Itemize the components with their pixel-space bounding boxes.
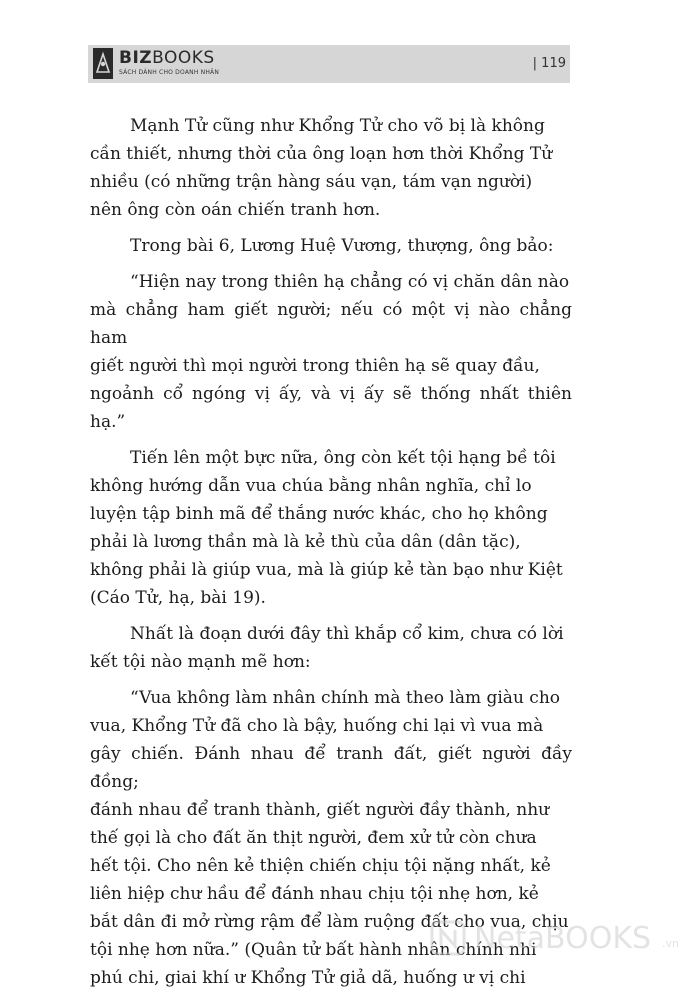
page-body [90,112,572,992]
netabooks-logo-icon [428,918,468,958]
page-header [88,45,570,83]
bizbooks-logo-icon [93,48,113,79]
watermark-brand: NetaBOOKS [474,921,652,956]
paragraph: “Vua không làm nhân chính mà theo làm giàu cho vua, Khổng Tử đã cho là bậy, huống chi lại vì vua mà gây chiến. Đánh nhau để tranh đất, giết người đầy đồng; đánh nhau để tranh thành, giết người đầy thành, như thế gọi là cho đất ăn thịt người, đem xử tử còn chưa hết tội. Cho nên kẻ thiện chiến chịu tội nặng nhất, kẻ liên hiệp chư hầu để đánh nhau chịu tội nhẹ hơn, kẻ bắt dân đi mở rừng rậm để làm ruộng đất cho vua, chịu tội nhẹ hơn nữa.” (Quân tử bất hành nhân chính nhi phú chi, giai khí ư Khổng Tử giả dã, huống ư vị chi [90,688,572,988]
netabooks-watermark [428,916,688,966]
paragraph: Mạnh Tử cũng như Khổng Tử cho võ bị là không cần thiết, nhưng thời của ông loạn hơn thời Khổng Tử nhiều (có những trận hàng sáu vạn, tám vạn người) nên ông còn oán chiến tranh hơn. [90,116,553,220]
page-number: | 119 [532,56,566,71]
logo-title-thin: BOOKS [152,48,215,68]
logo-title-bold: BIZ [119,48,153,68]
paragraph: “Hiện nay trong thiên hạ chẳng có vị chăn dân nào mà chẳng ham giết người; nếu có một vị nào chẳng ham giết người thì mọi người trong thiên hạ sẽ quay đầu, ngoảnh cổ ngóng vị ấy, và vị ấy sẽ thống nhất thiên hạ.” [90,272,572,432]
logo-title [119,49,215,67]
watermark-suffix: .vn [662,937,679,950]
logo-tagline: SÁCH DÀNH CHO DOANH NHÂN [119,69,220,76]
paragraph: Tiến lên một bực nữa, ông còn kết tội hạng bề tôi không hướng dẫn vua chúa bằng nhân nghĩa, chỉ lo luyện tập binh mã để thắng nước khác, cho họ không phải là lương thần mà là kẻ thù của dân (dân tặc), không phải là giúp vua, mà là giúp kẻ tàn bạo như Kiệt (Cáo Tử, hạ, bài 19). [90,448,563,608]
paragraph: Trong bài 6, Lương Huệ Vương, thượng, ông bảo: [130,236,554,256]
paragraph: Nhất là đoạn dưới đây thì khắp cổ kim, chưa có lời kết tội nào mạnh mẽ hơn: [90,624,564,672]
